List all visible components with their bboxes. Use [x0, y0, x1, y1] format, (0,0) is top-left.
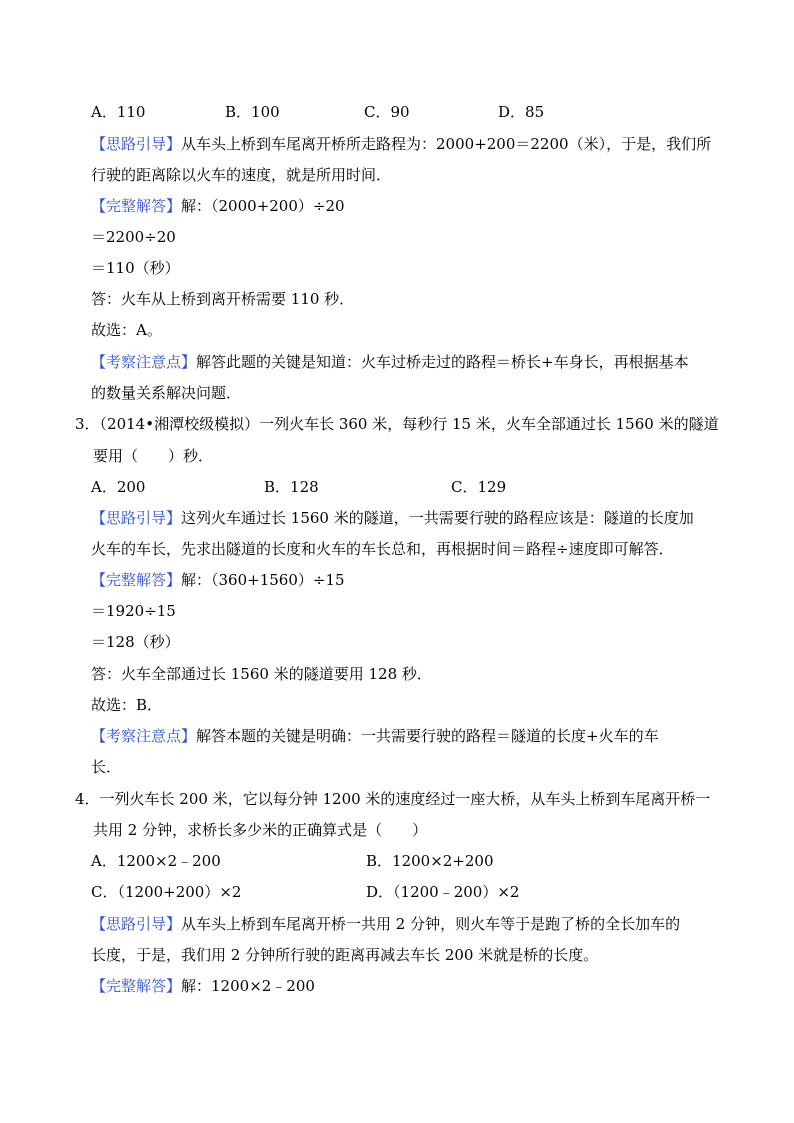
q2-note: [91, 352, 689, 372]
q3-guide-text: 这列火车通过长 1560 米的隧道，一共需要行驶的路程应该是：隧道的长度加: [181, 509, 694, 527]
q2-note-text: 解答此题的关键是知道：火车过桥走过的路程＝桥长+车身长，再根据基本: [196, 353, 689, 371]
q3-answer-step2: ＝128（秒）: [91, 633, 180, 651]
answer-label: 【完整解答】: [91, 977, 182, 995]
q2-guide-text: 从车头上桥到车尾离开桥所走路程为：2000+200＝2200（米），于是，我们所: [181, 135, 712, 153]
q3-note-text: 解答本题的关键是明确：一共需要行驶的路程＝隧道的长度+火车的车: [196, 727, 659, 745]
note-label: 【考察注意点】: [91, 353, 197, 371]
guide-label: 【思路引导】: [91, 915, 182, 933]
q4-option-a: A．1200×2﹣200: [91, 852, 221, 870]
q4-answer: [91, 976, 315, 996]
q2-option-d: D．85: [498, 103, 545, 121]
q2-note-cont: 的数量关系解决问题．: [91, 384, 242, 402]
q4-guide: [91, 914, 680, 934]
q4-guide-cont: 长度，于是，我们用 2 分钟所行驶的距离再减去车长 200 米就是桥的长度。: [91, 946, 599, 964]
q4-guide-text: 从车头上桥到车尾离开桥一共用 2 分钟，则火车等于是跑了桥的全长加车的: [181, 915, 681, 933]
guide-label: 【思路引导】: [91, 509, 182, 527]
guide-label: 【思路引导】: [91, 135, 182, 153]
q3-choice: 故选：B．: [91, 696, 163, 714]
q3-stem: 3．（2014•湘潭校级模拟）一列火车长 360 米，每秒行 15 米，火车全部通过长 1560 米的隧道: [75, 415, 719, 433]
q2-option-b: B．100: [225, 103, 280, 121]
q3-stem-cont: 要用（ ）秒．: [93, 447, 214, 465]
q4-stem-cont: 共用 2 分钟，求桥长多少米的正确算式是（ ）: [93, 821, 428, 839]
q3-answer-sentence: 答：火车全部通过长 1560 米的隧道要用 128 秒．: [91, 665, 432, 683]
q4-option-b: B．1200×2+200: [366, 852, 494, 870]
q3-note: [91, 726, 659, 746]
q3-guide-cont: 火车的车长，先求出隧道的长度和火车的车长总和，再根据时间＝路程÷速度即可解答．: [91, 540, 674, 558]
answer-label: 【完整解答】: [91, 197, 182, 215]
note-label: 【考察注意点】: [91, 727, 197, 745]
q2-answer-step2: ＝110（秒）: [91, 259, 180, 277]
q2-guide-cont: 行驶的距离除以火车的速度，就是所用时间．: [91, 166, 392, 184]
q3-note-cont: 长．: [91, 758, 122, 776]
q2-answer-sentence: 答：火车从上桥到离开桥需要 110 秒．: [91, 290, 355, 308]
q2-guide: [91, 134, 711, 154]
q4-answer-text: 解：1200×2﹣200: [181, 977, 315, 995]
q4-option-d: D．（1200﹣200）×2: [366, 883, 520, 901]
q2-answer: [91, 196, 345, 216]
q2-choice: 故选：A。: [91, 321, 162, 339]
q2-answer-text: 解：（2000+200）÷20: [181, 197, 345, 215]
q3-option-c: C．129: [451, 478, 507, 496]
q3-guide: [91, 508, 694, 528]
q2-option-a: A．110: [91, 103, 146, 121]
q3-option-a: A．200: [91, 478, 146, 496]
answer-label: 【完整解答】: [91, 571, 182, 589]
q3-answer: [91, 570, 345, 590]
q2-option-c: C．90: [364, 103, 410, 121]
q4-option-c: C．（1200+200）×2: [91, 883, 242, 901]
q4-stem: 4．一列火车长 200 米，它以每分钟 1200 米的速度经过一座大桥，从车头上桥到车尾离开桥一: [75, 790, 711, 808]
q3-answer-step1: ＝1920÷15: [91, 602, 176, 620]
q3-option-b: B．128: [264, 478, 319, 496]
q2-answer-step1: ＝2200÷20: [91, 228, 176, 246]
q3-answer-text: 解：（360+1560）÷15: [181, 571, 345, 589]
